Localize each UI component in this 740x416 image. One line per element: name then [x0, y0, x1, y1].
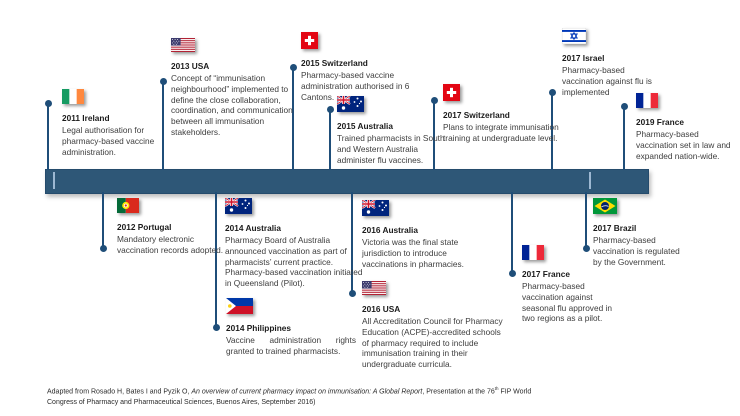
entry-title: 2011 Ireland	[62, 113, 110, 123]
timeline-entry-2015-switzerland	[301, 32, 421, 102]
entry-title: 2015 Switzerland	[301, 58, 368, 68]
entry-title: 2015 Australia	[337, 121, 393, 131]
connector-2017-france	[511, 192, 513, 273]
entry-body: Vaccine administration rights granted to trained pharmacists.	[226, 335, 356, 356]
australia-flag-icon	[225, 198, 252, 214]
citation-suffix: FIP World Congress of Pharmacy and Pharmaceutical Sciences, Buenos Aires, September 2016)	[47, 388, 532, 406]
timeline-entry-2014-philippines	[226, 298, 356, 357]
timeline-entry-2012-portugal	[117, 198, 231, 256]
israel-flag-icon	[562, 28, 586, 44]
timeline-entry-2017-brazil	[593, 198, 687, 267]
entry-body: All Accreditation Council for Pharmacy Education (ACPE)-accredited schools of pharmacy required to include immunisation training in their undergraduate curricula.	[362, 316, 503, 370]
entry-title: 2014 Australia	[225, 223, 281, 233]
timeline-entry-2014-australia	[225, 198, 367, 289]
entry-title: 2013 USA	[171, 61, 210, 71]
citation-title: An overview of current pharmacy impact on immunisation: A Global Report	[191, 388, 423, 396]
bar-tick	[53, 172, 55, 189]
connector-2015-australia	[329, 110, 331, 170]
entry-body: Pharmacy-based vaccination against seasonal flu approved in two regions as a pilot.	[522, 281, 612, 324]
timeline-bar	[45, 169, 649, 194]
citation-prefix: Adapted from Rosado H, Bates I and Pyzik O,	[47, 388, 192, 396]
entry-body: Pharmacy Board of Australia announced vaccination as part of pharmacists’ current practice. Pharmacy-based vaccination initiated in Queensland (Pilot).	[225, 235, 363, 289]
timeline-entry-2017-israel	[562, 28, 667, 97]
entry-title: 2017 Switzerland	[443, 110, 510, 120]
switzerland-flag-icon	[301, 32, 318, 49]
entry-title: 2016 USA	[362, 304, 401, 314]
entry-body: Pharmacy-based vaccination set in law and expanded nation-wide.	[636, 129, 731, 161]
timeline-entry-2017-switzerland	[443, 84, 561, 144]
citation-ordinal: th	[494, 386, 499, 391]
entry-title: 2012 Portugal	[117, 222, 172, 232]
entry-body: Pharmacy-based vaccination is regulated by the Government.	[593, 235, 680, 267]
ireland-flag-icon	[62, 89, 84, 104]
entry-body: Trained pharmacists in South and Western Australia administer flu vaccines.	[337, 133, 445, 165]
timeline-entry-2011-ireland	[62, 89, 174, 157]
timeline-entry-2016-australia	[362, 200, 486, 269]
connector-2011-ireland	[47, 104, 49, 170]
entry-body: Mandatory electronic vaccination records adopted.	[117, 234, 224, 255]
entry-body: Victoria was the final state jurisdiction to introduce vaccinations in pharmacies.	[362, 237, 464, 269]
entry-body: Pharmacy-based vaccine administration authorised in 6 Cantons.	[301, 70, 410, 102]
australia-flag-icon	[362, 200, 389, 216]
timeline-entry-2013-usa	[171, 38, 303, 138]
france-flag-icon	[636, 93, 658, 108]
switzerland-flag-icon	[443, 84, 460, 101]
citation-mid: , Presentation at the 76	[422, 388, 495, 396]
entry-body: Concept of “immunisation neighbourhood” implemented to define the close collaboration, coordination, and communication between all immunisation stakeholders.	[171, 73, 293, 137]
entry-title: 2014 Philippines	[226, 323, 292, 333]
source-citation	[47, 386, 539, 408]
entry-body: Plans to integrate immunisation training at undergraduate level.	[443, 122, 559, 143]
entry-title: 2016 Australia	[362, 225, 418, 235]
australia-flag-icon	[337, 96, 364, 112]
timeline-entry-2019-france	[636, 93, 736, 161]
france-flag-icon	[522, 245, 544, 260]
philippines-flag-icon	[226, 298, 253, 314]
usa-flag-icon	[362, 281, 386, 295]
bar-tick	[589, 172, 591, 189]
portugal-flag-icon	[117, 198, 139, 213]
entry-title: 2017 France	[522, 269, 570, 279]
usa-flag-icon	[171, 38, 195, 52]
connector-2019-france	[623, 107, 625, 170]
connector-2012-portugal	[102, 192, 104, 248]
entry-title: 2017 Israel	[562, 53, 605, 63]
entry-body: Legal authorisation for pharmacy-based vaccine administration.	[62, 125, 155, 157]
brazil-flag-icon	[593, 198, 617, 214]
timeline-entry-2016-usa	[362, 281, 504, 370]
timeline-entry-2015-australia	[337, 96, 449, 165]
connector-2017-brazil	[585, 192, 587, 248]
entry-body: Pharmacy-based vaccination against flu is implemented	[562, 65, 652, 97]
entry-title: 2019 France	[636, 117, 684, 127]
entry-title: 2017 Brazil	[593, 223, 637, 233]
